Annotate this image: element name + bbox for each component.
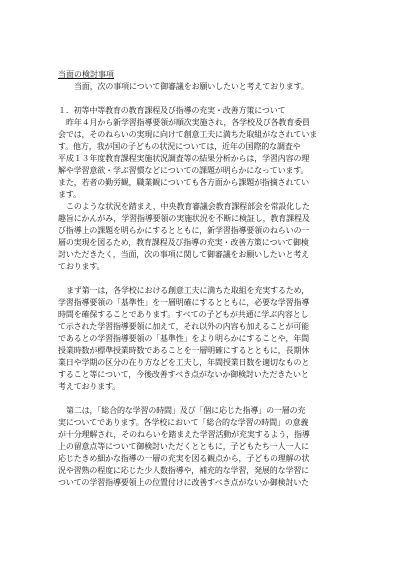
text-line: 趣旨にかんがみ，学習指導要領の実施状況を不断に検証し，教育課程及 xyxy=(58,214,310,223)
section-heading: 当面の検討事項 xyxy=(58,70,114,79)
text-line: 昨年４月から新学習指導要領が順次実施され，各学校及び各教育委員 xyxy=(66,118,310,127)
intro-paragraph xyxy=(58,81,358,93)
text-line: 層の実現を図るため，教育課程及び指導の充実・改善方策について御検 xyxy=(58,238,309,247)
text-line: すること等について，今後改善すべき点がないか御検討いただきたいと xyxy=(58,370,309,379)
text-line: 考えております。 xyxy=(58,382,121,391)
text-line: 応じたきめ細かな指導の一層の充実を図る観点から，子どもの理解の状 xyxy=(58,454,310,463)
text-line: 時間を確保することであります。すべての子どもが共通に学ぶ内容とし xyxy=(58,310,309,319)
text-line: ております。 xyxy=(58,262,105,271)
text-line: 討いただきたく，当面，次の事項に関して御審議をお願いしたいと考え xyxy=(58,250,310,259)
text-line: 学習指導要領の「基準性」を一層明確にするとともに，必要な学習指導 xyxy=(58,298,310,307)
section-3 xyxy=(58,405,358,489)
text-line: このような状況を踏まえ，中央教育審議会教育課程部会を常設化した xyxy=(66,202,310,211)
intro-line: 当面，次の事項について御審議をお願いしたいと考えております。 xyxy=(74,82,309,91)
section-2 xyxy=(58,285,358,393)
paragraph-gap xyxy=(58,393,358,405)
text-line: 上の留意点等について御検討いただくとともに，子どもたち一人一人に xyxy=(58,442,310,451)
section-1-title: １．初等中等教育の教育課程及び指導の充実・改善方策について xyxy=(58,106,286,115)
text-line: 況や習熟の程度に応じた少人数指導や，補充的な学習，発展的な学習に xyxy=(58,466,310,475)
text-line: す。他方，我が国の子どもの状況については，近年の国際的な調査や xyxy=(58,142,301,151)
paragraph-gap xyxy=(58,273,358,285)
text-line: 第二は，「総合的な学習の時間」及び「個に応じた指導」の一層の充 xyxy=(66,406,306,415)
text-line: び指導上の課題を明らかにするとともに，新学習指導要領のねらいの一 xyxy=(58,226,310,235)
text-line: 業日や学期の区分の在り方などを工夫し，年間授業日数を適切なものと xyxy=(58,358,310,367)
text-line: 授業時数が標準授業時数であることを一層明確にするとともに，長期休 xyxy=(58,346,310,355)
text-line: であるとの学習指導要領の「基準性」をより明らかにすることや，年間 xyxy=(58,334,310,343)
text-line: 実についてであります。各学校において「総合的な学習の時間」の意義 xyxy=(58,418,309,427)
document-page xyxy=(58,69,358,489)
text-line: ついての学習指導要領上の位置付けに改善すべき点がないか御検討いた xyxy=(58,478,310,487)
section-1 xyxy=(58,105,358,273)
text-line: て示された学習指導要領に加えて，それ以外の内容も加えることが可能 xyxy=(58,322,310,331)
paragraph-gap xyxy=(58,93,358,105)
text-line: まず第一は，各学校における創意工夫に満ちた取組を充実するため， xyxy=(66,286,310,295)
text-line: 会では，そのねらいの実現に向けて創意工夫に満ちた取組がなされていま xyxy=(58,130,318,139)
text-line: 平成１３年度教育課程実施状況調査等の結果分析からは，学習内容の理 xyxy=(58,154,310,163)
text-line: 解や学習意欲・学ぶ習慣などについての課題が明らかになっています。 xyxy=(58,166,309,175)
text-line: ます。 xyxy=(58,190,81,199)
text-line: また，若者の勤労観，職業観についても各方面から課題が指摘されてい xyxy=(58,178,310,187)
text-line: が十分理解され，そのねらいを踏まえた学習活動が充実するよう，指導 xyxy=(58,430,310,439)
